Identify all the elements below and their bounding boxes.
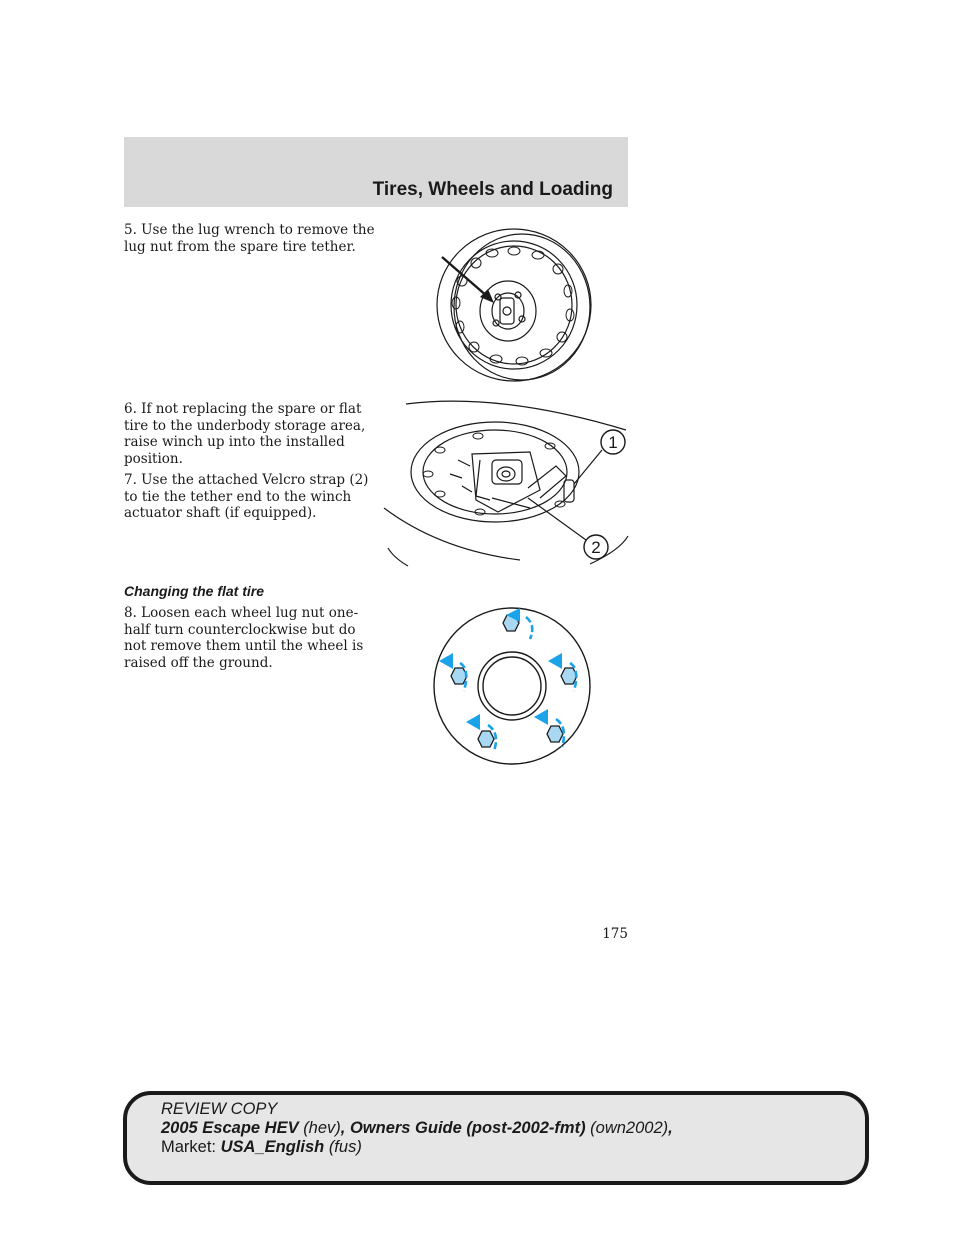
review-copy-footer [123,1091,869,1185]
lug-nut-bottom-left [478,731,494,747]
guide-name: Owners Guide (post-2002-fmt) [349,1119,586,1137]
callout-1-label: 1 [608,433,618,452]
market-name: USA_English [220,1138,325,1156]
market-code: (fus) [328,1138,362,1156]
spare-tire-lug-nut-figure [430,225,600,385]
lug-nut-right [561,668,577,684]
step-7-text: 7. Use the attached Velcro strap (2) to tie the tether end to the winch actuator shaft (if equipped). [124,472,369,521]
lug-nut-bottom-right [547,726,563,742]
footer-separator-1: , [340,1119,350,1137]
review-copy-label: REVIEW COPY [161,1100,278,1118]
section-header-band [124,137,628,207]
lug-nut-left [451,668,467,684]
market-label: Market: [161,1138,217,1156]
step-6-text: 6. If not replacing the spare or flat tire to the underbody storage area, raise winch up into the installed position. [124,401,366,467]
guide-code: (own2002) [590,1119,669,1137]
footer-separator-2: , [668,1119,673,1137]
vehicle-name: 2005 Escape HEV [161,1119,299,1137]
page-number: 175 [602,926,628,942]
winch-velcro-strap-figure [380,400,630,568]
loosen-lug-nuts-figure [430,605,600,775]
changing-flat-tire-heading: Changing the flat tire [124,583,264,599]
section-title: Tires, Wheels and Loading [372,179,613,200]
callout-2-label: 2 [591,538,601,557]
vehicle-code: (hev) [303,1119,341,1137]
step-8-text: 8. Loosen each wheel lug nut one-half turn counterclockwise but do not remove them until the wheel is raised off the ground. [124,605,364,671]
step-5-text: 5. Use the lug wrench to remove the lug nut from the spare tire tether. [124,222,375,255]
